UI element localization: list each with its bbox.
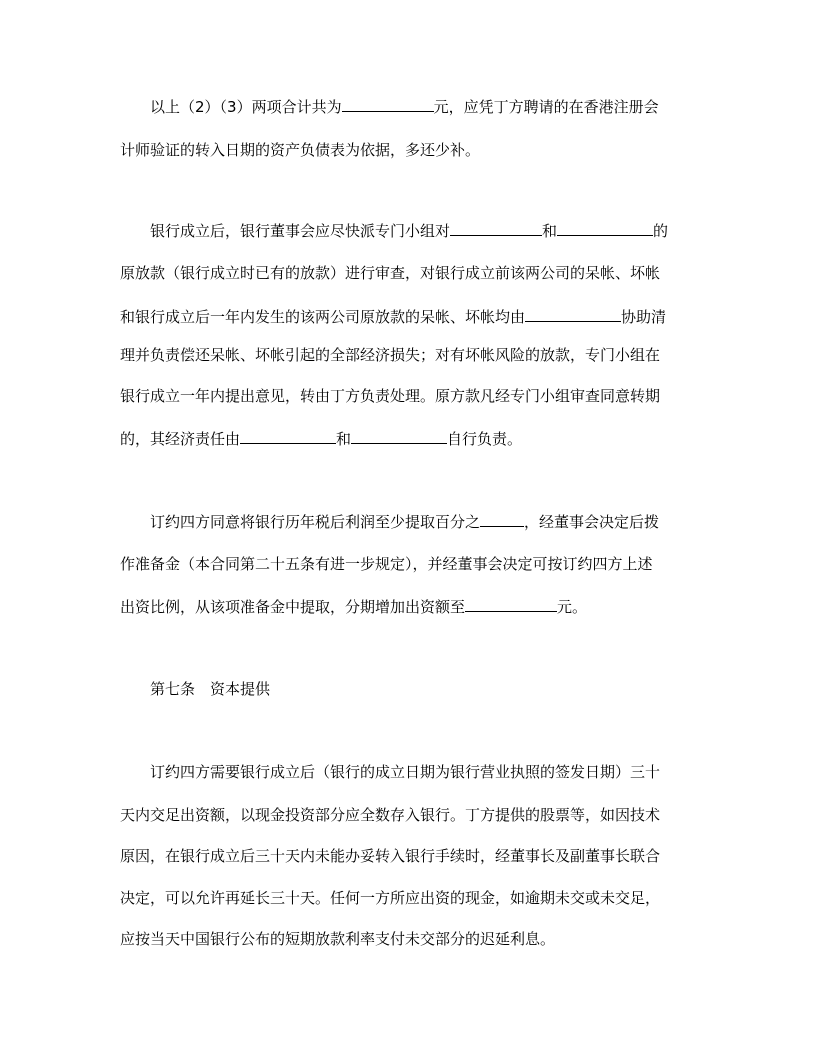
- blank-field: [450, 220, 542, 236]
- text-segment: 的: [653, 222, 669, 240]
- paragraph-line: [120, 263, 660, 283]
- text-segment: 订约四方需要银行成立后（银行的成立日期为银行营业执照的签发日期）三十: [150, 763, 661, 781]
- text-segment: 元，应凭丁方聘请的在香港注册会: [433, 98, 659, 116]
- blank-field: [525, 306, 621, 322]
- text-segment: 自行负责。: [447, 430, 523, 448]
- paragraph-line: [120, 306, 666, 327]
- paragraph-line: [120, 140, 480, 160]
- text-segment: 的，其经济责任由: [120, 430, 241, 448]
- text-segment: 决定，可以允许再延长三十天。任何一方所应出资的现金，如逾期未交或未交足，: [120, 889, 661, 907]
- paragraph-line: [120, 805, 660, 825]
- text-segment: 和银行成立后一年内发生的该两公司原放款的呆帐、坏帐均由: [120, 308, 526, 326]
- text-segment: 作准备金（本合同第二十五条有进一步规定），并经董事会决定可按订约四方上述: [120, 555, 653, 573]
- text-segment: 原放款（银行成立时已有的放款）进行审查，对银行成立前该两公司的呆帐、坏帐: [120, 264, 661, 282]
- paragraph-line: [150, 762, 660, 782]
- blank-field: [480, 511, 524, 527]
- text-segment: 天内交足出资额，以现金投资部分应全数存入银行。丁方提供的股票等，如因技术: [120, 806, 661, 824]
- paragraph-line: [150, 96, 659, 117]
- paragraph-line: [120, 428, 522, 449]
- paragraph-line: [120, 386, 660, 406]
- text-segment: 计师验证的转入日期的资产负债表为依据，多还少补。: [120, 141, 481, 159]
- text-segment: 应按当天中国银行公布的短期放款利率支付未交部分的迟延利息。: [120, 930, 556, 948]
- blank-field: [557, 220, 653, 236]
- text-segment: 协助清: [621, 308, 667, 326]
- blank-field: [465, 596, 557, 612]
- section-heading: 第七条 资本提供: [150, 680, 271, 698]
- text-segment: 以上（2）（3）两项合计共为: [150, 98, 342, 116]
- paragraph-line: [120, 929, 555, 949]
- blank-field: [342, 96, 434, 112]
- blank-field: [240, 428, 336, 444]
- paragraph-line: [120, 846, 660, 866]
- text-segment: 订约四方同意将银行历年税后利润至少提取百分之: [150, 513, 481, 531]
- paragraph-line: [120, 596, 587, 617]
- text-segment: 银行成立一年内提出意见，转由丁方负责处理。原方款凡经专门小组审查同意转期: [120, 387, 661, 405]
- text-segment: 银行成立后，银行董事会应尽快派专门小组对: [150, 222, 451, 240]
- text-segment: 元。: [557, 598, 588, 616]
- text-segment: ，经董事会决定后拨: [524, 513, 660, 531]
- text-segment: 原因，在银行成立后三十天内未能办妥转入银行手续时，经董事长及副董事长联合: [120, 847, 661, 865]
- blank-field: [351, 428, 447, 444]
- text-segment: 和: [542, 222, 558, 240]
- paragraph-line: [120, 888, 660, 908]
- paragraph-line: [150, 511, 659, 532]
- text-segment: 和: [336, 430, 352, 448]
- paragraph-line: [150, 220, 668, 241]
- text-segment: 理并负责偿还呆帐、坏帐引起的全部经济损失；对有坏帐风险的放款，专门小组在: [120, 346, 661, 364]
- text-segment: 出资比例，从该项准备金中提取，分期增加出资额至: [120, 598, 466, 616]
- paragraph-line: [120, 554, 653, 574]
- paragraph-line: [120, 345, 660, 365]
